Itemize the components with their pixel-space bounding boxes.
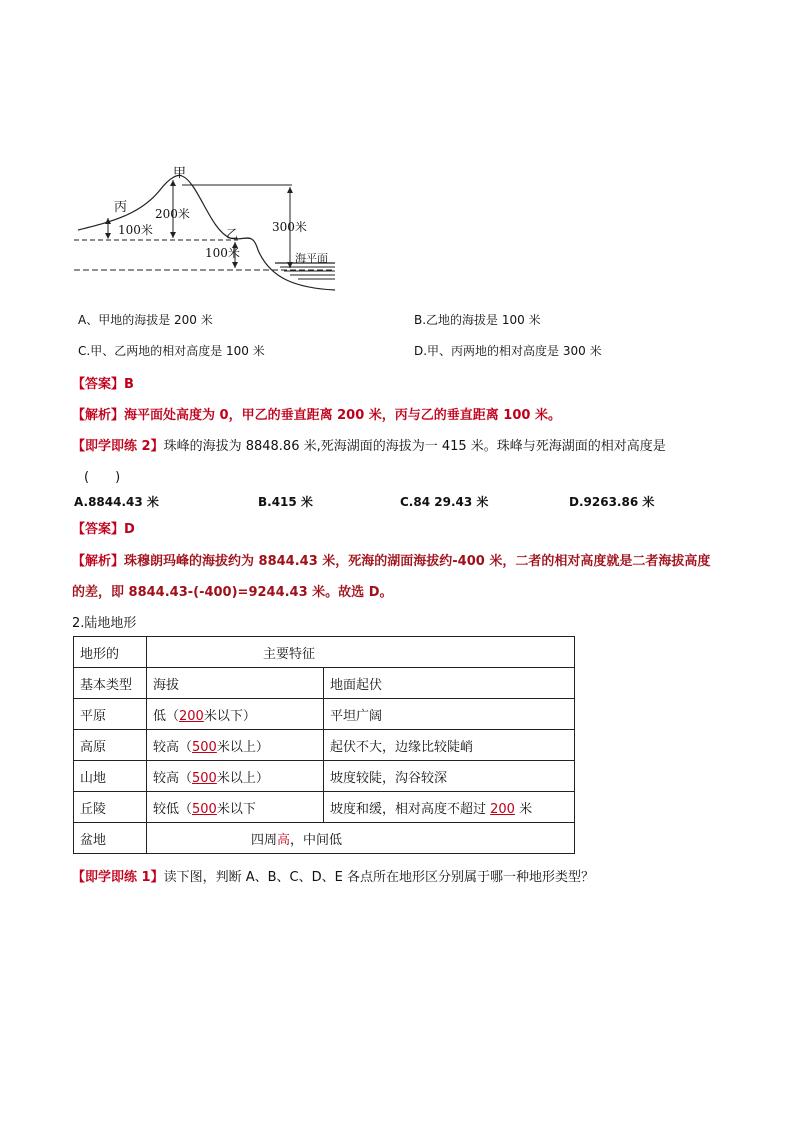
row-altitude xyxy=(147,792,324,823)
alt-num: 500 xyxy=(192,739,217,755)
q2-paren: ( ) xyxy=(84,470,121,485)
q1-option-b: B.乙地的海拔是 100 米 xyxy=(414,313,541,327)
diagram-label-jia: 甲 xyxy=(173,166,187,181)
alt-pre: 较高（ xyxy=(153,739,193,755)
relief-text: 平坦广阔 xyxy=(330,708,383,724)
row-type: 盆地 xyxy=(74,823,147,854)
row-relief xyxy=(324,761,575,792)
alt-post: 米以下 xyxy=(216,801,256,817)
relief-text: 起伏不大，边缘比较陡峭 xyxy=(330,739,474,755)
relief-text: 坡度较陡，沟谷较深 xyxy=(330,770,448,786)
alt-post: 米以上） xyxy=(216,770,269,786)
q2-question-text: 珠峰的海拔为 8848.86 米,死海湖面的海拔为一 415 米。珠峰与死海湖面的相对高度是 xyxy=(163,439,666,454)
section-title: 2.陆地地形 xyxy=(72,616,137,631)
q2-answer-label: 【答案】 xyxy=(72,522,125,537)
row-relief xyxy=(324,792,575,823)
diagram-label-200: 200米 xyxy=(155,207,190,221)
row-type: 平原 xyxy=(74,699,147,730)
row-relief xyxy=(324,730,575,761)
row-type: 丘陵 xyxy=(74,792,147,823)
row-basin xyxy=(147,823,575,854)
row-altitude xyxy=(147,699,324,730)
header-features: 主要特征 xyxy=(147,637,575,668)
q1-answer-value: B xyxy=(124,377,134,392)
basin-pre: 四周 xyxy=(251,832,278,848)
row-type: 高原 xyxy=(74,730,147,761)
q1-analysis-text: 海平面处高度为 0，甲乙的垂直距离 200 米，丙与乙的垂直距离 100 米。 xyxy=(124,408,561,423)
basin-high: 高 xyxy=(277,832,291,848)
diagram-label-yi: 乙 xyxy=(226,227,239,241)
relief-post: 米 xyxy=(514,801,533,817)
alt-post: 米以上） xyxy=(216,739,269,755)
q1-answer-label: 【答案】 xyxy=(72,377,125,392)
diagram-label-100-bottom: 100米 xyxy=(205,246,240,260)
table-row xyxy=(74,823,575,854)
q2-label: 【即学即练 2】 xyxy=(72,439,164,454)
q2-answer-value: D xyxy=(124,522,135,537)
header-relief: 地面起伏 xyxy=(324,668,575,699)
alt-num: 200 xyxy=(179,708,204,724)
q2-analysis-line2: 的差，即 8844.43-(-400)=9244.43 米。故选 D。 xyxy=(72,585,393,600)
q2-option-c: C.84 29.43 米 xyxy=(400,495,489,509)
q1-option-d: D.甲、丙两地的相对高度是 300 米 xyxy=(414,344,602,358)
alt-pre: 较高（ xyxy=(153,770,193,786)
q1-option-c: C.甲、乙两地的相对高度是 100 米 xyxy=(78,344,265,358)
q2-analysis-text-1: 珠穆朗玛峰的海拔约为 8844.43 米，死海的湖面海拔约-400 米，二者的相对高度就是二者海拔高度 xyxy=(124,554,711,569)
q2-option-b: B.415 米 xyxy=(258,495,313,509)
row-type: 山地 xyxy=(74,761,147,792)
alt-num: 500 xyxy=(192,770,217,786)
diagram-label-bing: 丙 xyxy=(114,200,128,215)
header-type-line2: 基本类型 xyxy=(74,668,147,699)
q2-answer xyxy=(72,518,135,537)
header-altitude: 海拔 xyxy=(147,668,324,699)
row-altitude xyxy=(147,761,324,792)
q3-question xyxy=(72,866,594,885)
alt-pre: 低（ xyxy=(153,708,180,724)
basin-post: ，中间低 xyxy=(290,832,343,848)
q1-analysis xyxy=(72,404,561,423)
table-row xyxy=(74,792,575,823)
q2-option-a: A.8844.43 米 xyxy=(74,495,159,509)
diagram-label-100-left: 100米 xyxy=(118,223,153,237)
relief-text: 坡度和缓，相对高度不超过 xyxy=(330,801,491,817)
diagram-label-300: 300米 xyxy=(272,220,307,234)
alt-post: 米以下） xyxy=(203,708,256,724)
header-type-line1: 地形的 xyxy=(74,637,147,668)
row-relief xyxy=(324,699,575,730)
table-row xyxy=(74,761,575,792)
q2-analysis-line1 xyxy=(72,550,710,569)
q3-question-text: 读下图，判断 A、B、C、D、E 各点所在地形区分别属于哪一种地形类型？ xyxy=(163,870,594,885)
q2-analysis-label: 【解析】 xyxy=(72,554,125,569)
q1-option-a: A、甲地的海拔是 200 米 xyxy=(78,313,213,327)
alt-pre: 较低（ xyxy=(153,801,193,817)
q3-label: 【即学即练 1】 xyxy=(72,870,164,885)
q2-question xyxy=(72,435,666,454)
q2-option-d: D.9263.86 米 xyxy=(569,495,655,509)
terrain-table xyxy=(73,636,575,854)
q1-answer xyxy=(72,373,134,392)
diagram-label-sea: 海平面 xyxy=(295,252,328,265)
table-row xyxy=(74,699,575,730)
q1-analysis-label: 【解析】 xyxy=(72,408,125,423)
alt-num: 500 xyxy=(192,801,217,817)
table-row xyxy=(74,730,575,761)
row-altitude xyxy=(147,730,324,761)
relief-num: 200 xyxy=(490,801,515,817)
